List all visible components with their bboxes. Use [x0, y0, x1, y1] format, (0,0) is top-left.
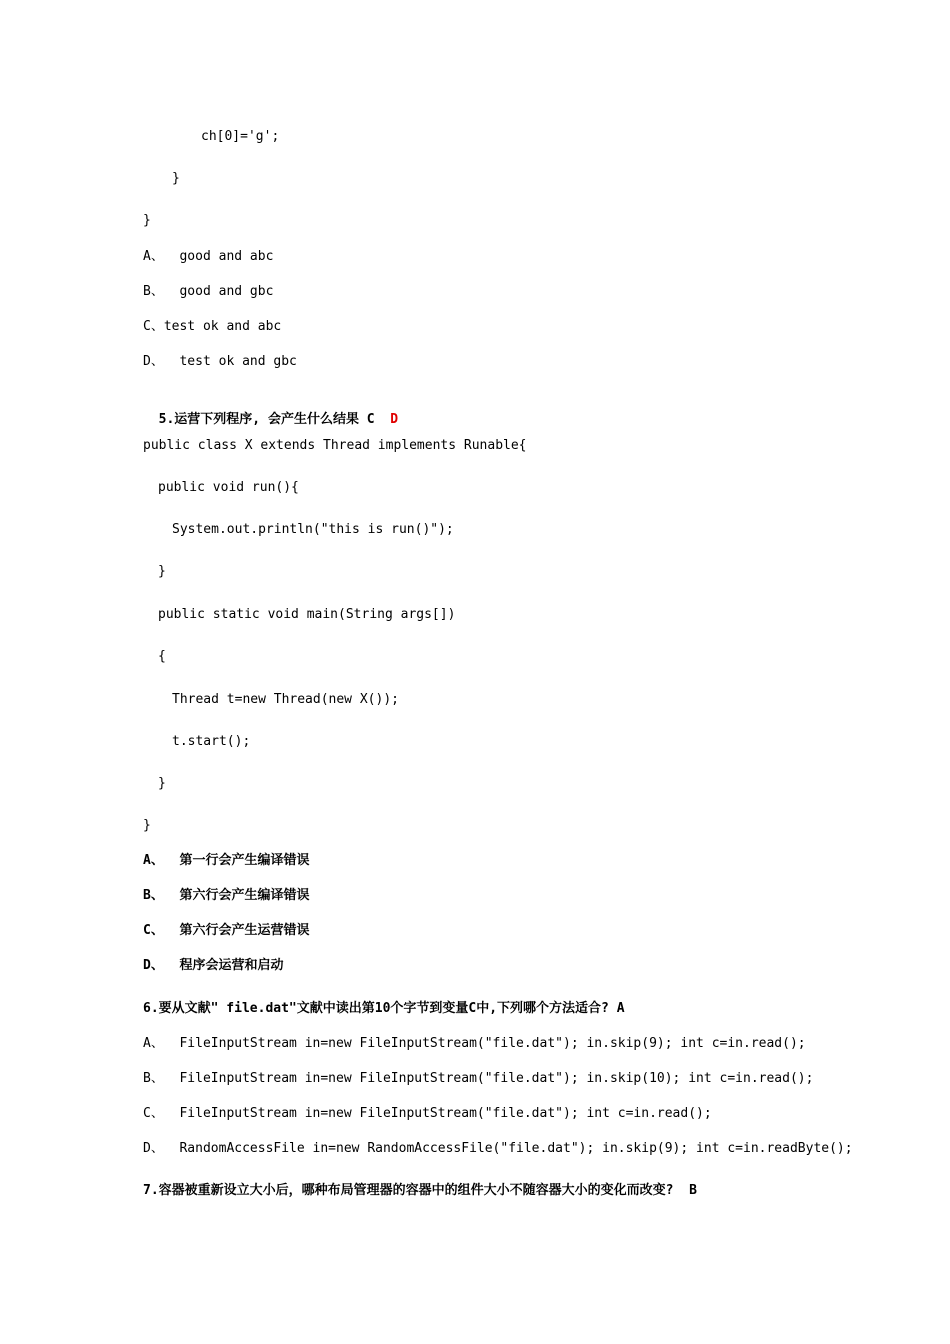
- answer-correction: D: [390, 412, 399, 427]
- code-line: t.start();: [172, 734, 251, 749]
- code-line: }: [158, 564, 166, 579]
- code-line: public void run(){: [158, 480, 299, 495]
- option-d: D、 程序会运营和启动: [143, 958, 284, 973]
- option-a: A、 第一行会产生编译错误: [143, 853, 310, 868]
- option-d: D、 test ok and gbc: [143, 354, 297, 369]
- code-line: }: [143, 818, 151, 833]
- option-d: D、 RandomAccessFile in=new RandomAccessFile("file.dat"); in.skip(9); int c=in.readByte();: [143, 1141, 853, 1156]
- code-line: public static void main(String args[]): [158, 607, 456, 622]
- question-text: 5.运营下列程序, 会产生什么结果 C: [158, 412, 375, 427]
- code-line: ch[0]='g';: [201, 129, 280, 144]
- code-line: }: [143, 213, 151, 228]
- option-a: A、 good and abc: [143, 249, 274, 264]
- code-line: public class X extends Thread implements Runable{: [143, 438, 527, 453]
- question-6-prompt: 6.要从文献" file.dat"文献中读出第10个字节到变量C中,下列哪个方法适合? A: [143, 1001, 625, 1016]
- question-5-prompt: [143, 396, 398, 428]
- option-b: B、 good and gbc: [143, 284, 274, 299]
- code-line: }: [158, 776, 166, 791]
- code-line: System.out.println("this is run()");: [172, 522, 454, 537]
- option-b: B、 第六行会产生编译错误: [143, 888, 310, 903]
- option-c: C、 第六行会产生运营错误: [143, 923, 310, 938]
- code-line: Thread t=new Thread(new X());: [172, 692, 399, 707]
- option-c: C、 FileInputStream in=new FileInputStream("file.dat"); int c=in.read();: [143, 1106, 712, 1121]
- option-a: A、 FileInputStream in=new FileInputStream("file.dat"); in.skip(9); int c=in.read();: [143, 1036, 806, 1051]
- question-7-prompt: 7.容器被重新设立大小后，哪种布局管理器的容器中的组件大小不随容器大小的变化而改变? B: [143, 1183, 697, 1198]
- option-b: B、 FileInputStream in=new FileInputStream("file.dat"); in.skip(10); int c=in.read();: [143, 1071, 814, 1086]
- option-c: C、test ok and abc: [143, 319, 282, 334]
- code-line: }: [172, 171, 180, 186]
- code-line: {: [158, 649, 166, 664]
